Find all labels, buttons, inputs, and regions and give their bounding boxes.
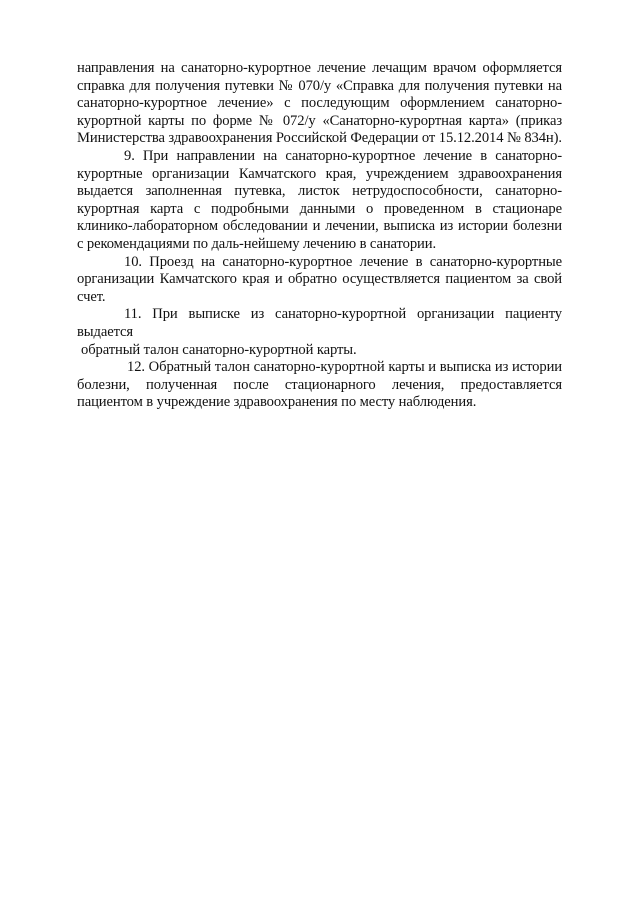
paragraph-11-line-1: 11. При выписке из санаторно-курортной организации пациенту выдается [77, 306, 562, 340]
paragraph-9: 9. При направлении на санаторно-курортное лечение в санаторно-курортные организации Камчатского края, учреждением здравоохранения выдается заполненная путевка, листок нетрудоспособности, санаторно-курортная карта с подробными данными о проведенном в стационаре клинико-лабораторном обследовании и лечении, выписка из истории болезни с рекомендациями по даль-нейшему лечению в санатории. [77, 147, 562, 252]
paragraph-10: 10. Проезд на санаторно-курортное лечение в санаторно-курортные организации Камчатского края и обратно осуществляется пациентом за свой счет. [77, 253, 562, 305]
paragraph-12: 12. Обратный талон санаторно-курортной карты и выписка из истории болезни, полученная после стационарного лечения, предоставляется пациентом в учреждение здравоохранения по месту наблюдения. [77, 359, 562, 411]
document-page [77, 60, 562, 412]
paragraph-11-line-2: обратный талон санаторно-курортной карты. [81, 341, 357, 358]
paragraph-11 [77, 306, 562, 359]
paragraph-continuation: направления на санаторно-курортное лечение лечащим врачом оформляется справка для получения путевки № 070/у «Справка для получения путевки на санаторно-курортное лечение» с последующим оформлением санаторно-курортной карты по форме № 072/у «Санаторно-курортная карта» (приказ Министерства здравоохранения Российской Федерации от 15.12.2014 № 834н). [77, 60, 562, 147]
